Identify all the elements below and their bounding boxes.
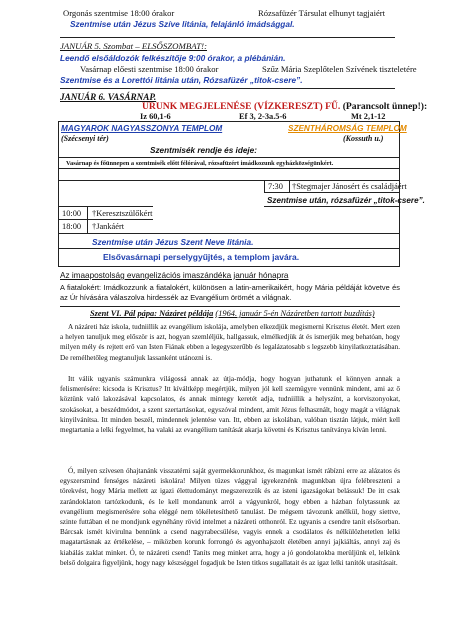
- divider: [60, 37, 395, 38]
- jan5-title: JANUÁR 5. Szombat – ELSŐSZOMBAT!:: [60, 41, 208, 51]
- homily-paragraph-3: Ó, milyen szívesen óhajtanánk visszatérni saját gyermekkorunkhoz, és magunkat ismét rábízni erre az alázatos és egyszersmind fenséges názáreti iskolára! Milyen tüzes vággyal igyekeznénk magunkban újra felébreszteni a törekvést, hogy Mária mellett az igazi élettudományt megszerezzük és az isteni igazságokat belássuk! De itt csak zarándoklaton tartózkodunk, és le kell mondanunk arról a vágyunkról, hogy ebben a házban folytassunk az evangélium megismerésére soha eléggé nem tökéletesíthető tanulást. De mégsem távozunk anélkül, hogy siettve, szinte futtában el ne mondjunk egynéhány rövid intelmet a názáreti otthonról. Ez ugyanis a csendre tanít elsősorban. Bárcsak ismét kivirulna bennünk a csend nagyrabecsülése, vagyis ennek a csodálatos és nélkülözhetetlen lelki magatartásnak az értékelése, – miközben korunk forrongó és agyonhajszolt életében annyi jajkiáltás, annyi zaj és kiabálás zaklat minket. Ó, te názáreti csend! Taníts meg minket arra, hogy a jó gondolatokba merüljünk el, lelkünk belső dolgaira figyeljünk, hogy nagy készséggel fogadjuk be Isten titkos sugallatait és az igaz lelki tanítók utasításait.: [60, 467, 400, 567]
- table-rule: [289, 181, 290, 193]
- right-mass-intention: †Stegmajer Jánosért és családjáért: [292, 182, 407, 191]
- table-rule: [58, 219, 153, 220]
- church-right-location: (Kossuth u.): [343, 134, 384, 143]
- jan5-vigil-right: Szűz Mária Szeplőtelen Szívének tiszteletére: [262, 64, 417, 74]
- table-rule: [58, 233, 400, 234]
- jezus-szive-litania: Szentmise után Jézus Szíve litánia, felajánló imádsággal.: [70, 19, 295, 29]
- divider: [60, 306, 400, 307]
- feast-note: (Parancsolt ünnep!):: [342, 101, 428, 112]
- collection-note: Elsővasárnapi perselygyűjtés, a templom javára.: [103, 252, 300, 262]
- prayer-intention-title: Az imaapostolság evangelizációs imaszándéka január hónapra: [60, 271, 289, 280]
- reading-1: Iz 60,1-6: [140, 112, 171, 121]
- homily-title-source: (1964. január 5-én Názáretben tartott buzdítás): [215, 309, 375, 318]
- left-mass-intention-2: †Jankáért: [92, 222, 125, 231]
- orgona-mass-left: Orgonás szentmise 18:00 órakor: [63, 8, 175, 18]
- divider: [60, 88, 395, 89]
- jan5-first-communion: Leendő elsőáldozók felkészítője 9:00 órakor, a plébánián.: [60, 53, 286, 63]
- feast-name: URUNK MEGJELENÉSE (VÍZKERESZT) FŰ.: [142, 101, 341, 112]
- table-rule: [58, 168, 400, 169]
- reading-3: Mt 2,1-12: [351, 112, 386, 121]
- table-rule: [264, 206, 400, 207]
- homily-title: [90, 309, 375, 318]
- prayer-intention-text: A fiatalokért: Imádkozzunk a fiatalokért, különösen a latin-amerikaikért, hogy Mária példáját követve és az Úr hívására válaszolva hirdessék az Evangélium örömét a világnak.: [60, 283, 400, 303]
- homily-paragraph-2: Itt válik ugyanis számunkra világossá annak az útja-módja, hogy hogyan juthatunk el könnyen annak a felismerésére: kicsoda is Krisztus? Itt kíváltképp megértjük, milyen jól kell szemügyre vennünk mindent, ami az ő köztünk való lakozásával kapcsolatos, és annak mintegy keretét adja, tudniillik a helyszínt, a korviszonyokat, szokásokat, a beszédmódot, a szent szertartásokat, egyszóval mindent, amit Jézus felhasznált, hogy magát a világnak kinyilvánítsa. Itt minden beszél, mindennek jelentése van. Itt, ebben az iskolában, valóban tisztán látjuk, miért kell megtartania a lelki fegyelmet, ha valaki az evangélium tanítását akarja követni és Krisztus tanítványa kíván lenni.: [60, 375, 400, 435]
- left-mass-time-1: 10:00: [62, 209, 82, 218]
- table-rule: [58, 157, 400, 158]
- homily-title-main: Szent VI. Pál pápa: Názáret példája: [90, 309, 214, 318]
- table-rule: [58, 206, 153, 207]
- orgona-mass-right: Rózsafüzér Társulat elhunyt tagjaiért: [258, 8, 386, 18]
- jan6-title: JANUÁR 6. VASÁRNAP.: [60, 92, 157, 102]
- homily-paragraph-1: A názáreti ház iskola, tudniillik az evangélium iskolája, amelyben elkezdjük megismerni Krisztus életét. Mert ezen a helyen tanuljuk meg először is azt, hogyan szemléljük, hallgassuk, elmélkedjük át és ismerjük meg behatóan, hogy milyen mély és rejtett erő van Isten Fiának ebben a legegyszerűbb és legalázatosabb s legszebb kinyilatkoztatásában. De remélhetőleg megtanuljuk lassanként utánozni is.: [60, 323, 400, 362]
- church-left-location: (Szécsenyi tér): [61, 134, 109, 143]
- church-right-name: SZENTHÁROMSÁG TEMPLOM: [288, 124, 407, 133]
- church-left-name: MAGYAROK NAGYASSZONYA TEMPLOM: [61, 124, 223, 133]
- left-mass-time-2: 18:00: [62, 222, 82, 231]
- reading-2: Ef 3, 2-3a.5-6: [239, 112, 287, 121]
- rosary-note: Vasárnap és főünnepen a szentmisék előtt félórával, rózsafüzért imádkozunk egyházközségünkért.: [66, 160, 334, 167]
- jan5-vigil-left: Vasárnap előesti szentmise 18:00 órakor: [80, 64, 219, 74]
- left-after-mass: Szentmise után Jézus Szent Neve litánia.: [92, 237, 254, 247]
- mass-order-heading: Szentmisék rendje és ideje:: [150, 146, 257, 155]
- jan6-feast: [142, 101, 427, 112]
- right-mass-time: 7:30: [268, 182, 283, 191]
- table-rule: [58, 248, 400, 249]
- jan5-loretto: Szentmise és a Lorettói litánia után, Rózsafüzér „titok-csere”.: [60, 75, 303, 85]
- left-mass-intention-1: †Keresztszülőkért: [92, 209, 153, 218]
- right-after-mass: Szentmise után, rózsafüzér „titok-csere”.: [267, 196, 425, 205]
